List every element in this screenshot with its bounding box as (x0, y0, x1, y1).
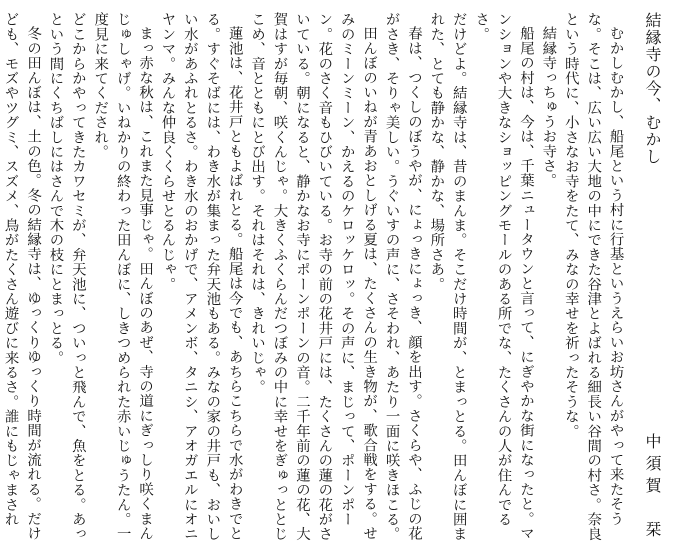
paragraph: 冬の田んぼは、土の色。冬の結縁寺は、ゆっくりゆっくり時間が流れる。だけども、モズやツグミ、スズメ、鳥がたくさん遊びに来るさ。誰にもじゃまされ (2, 12, 42, 541)
header (641, 12, 663, 543)
paragraph: 結縁寺っちゅうお寺さ。 (540, 26, 557, 189)
paragraph: だけどよ。結縁寺は、昔のまんま。そこだけ時間が、とまっとる。田んぼに囲まれた、とても静かな、静かな、場所さあ。 (428, 12, 467, 542)
paragraph: 船尾の村は、今は、千葉ニュータウンと言って、にぎやかな街になったと。マンションや大きなショッピングモールのある所でな、たくさんの人が住んでるさ。 (473, 12, 534, 541)
paragraph: 蓮池は、花井戸ともよばれとる。船尾は今でも、あちらこちらで水がわきでとる。すぐそばには、わき水が集まった弁天池もある。みなの家の井戸も、おいしい水があふれとるさ。わき水のおかげで、アメンボ、タニシ、アオガエルにオニヤンマ。みんな仲良くくらせとるんじゃ。 (159, 12, 243, 542)
document-title: 結縁寺の今、むかし (643, 12, 662, 165)
paragraph: どこからかやってきたカワセミが、弁天池に、ついっと飛んで、魚をとる。あっという間にくちばしにはさんで木の枝にとまっとる。 (47, 12, 86, 542)
paragraph: まっ赤な秋は、これまた見事じゃ。田んぼのあぜ、寺の道にぎっしり咲くまんじゅしゃげ。いねかりの終わった田んぼに、しきつめられた赤いじゅうたん。一度見に来てくだされ。 (92, 12, 154, 542)
paragraph: 田んぼのいねが青あおとしげる夏は、たくさんの生き物が、歌合戦をする。せみのミーンミーン、かえるのケロッケロッ。その声に、まじって、ポーンポーン。花のさく音もひびいている。お寺の前の花井戸には、たくさんの蓮の花がさいている。朝になると、静かなお寺にポーンポーンの音。二千年前の蓮の花、大賀はすが毎朝、咲くんじゃ。大きくふくらんだつぼみの中に幸せをぎゅっととじこめ、音とともにとび出す。それはそれは、きれいじゃ。 (249, 12, 378, 542)
paragraph: 春は、つくしのぼうやが、にょっきにょっき、顔を出す。さくらや、ふじの花がさき、そりゃ美しい。うぐいすの声に、さそわれ、あたり一面に咲きほこる。 (383, 12, 422, 542)
paragraph: むかしむかし、船尾という村に行基というえらいお坊さんがやって来たそうな。そこは、広い広い大地の中にできた谷津とよばれる細長い谷間の村さ。奈良という時代に、小さなお寺をたて、みなの幸せを祈ったそうな。 (562, 12, 624, 542)
author-name: 中須賀 栞 (643, 433, 662, 543)
